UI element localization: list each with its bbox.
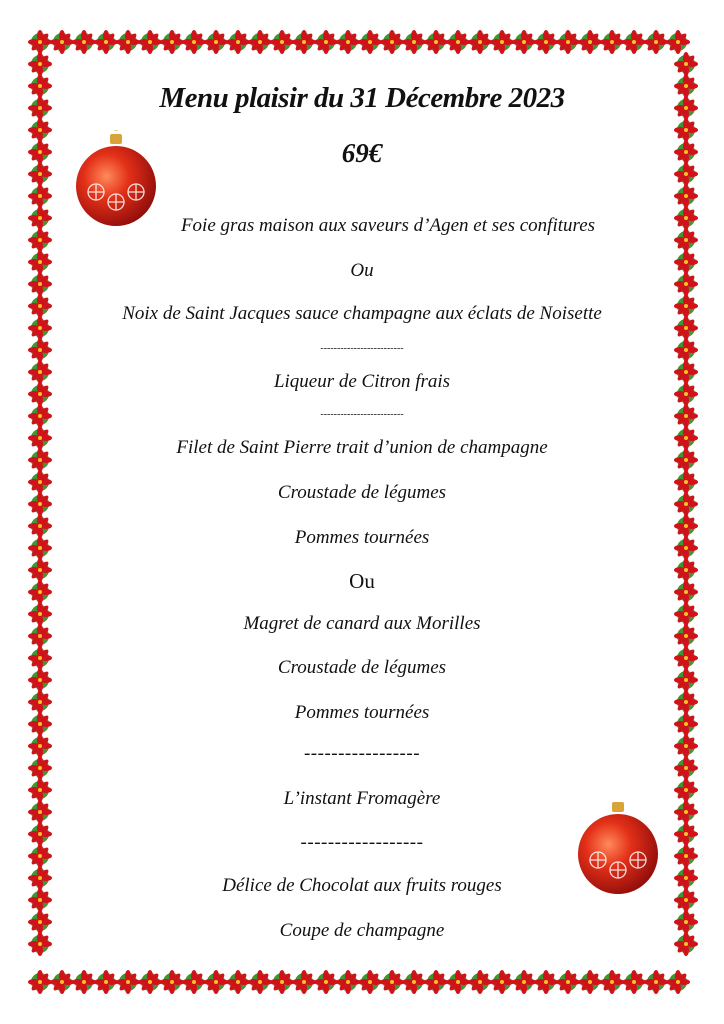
poinsettia-icon — [116, 970, 140, 994]
poinsettia-icon — [380, 30, 404, 54]
poinsettia-icon — [226, 30, 250, 54]
dish-liqueur: Liqueur de Citron frais — [273, 371, 451, 392]
poinsettia-icon — [28, 184, 52, 208]
poinsettia-icon — [50, 30, 74, 54]
poinsettia-icon — [402, 30, 426, 54]
poinsettia-icon — [182, 970, 206, 994]
poinsettia-icon — [248, 30, 272, 54]
separator-ou: Ou — [349, 569, 375, 593]
poinsettia-icon — [644, 30, 668, 54]
dish-pommes-tournees: Pommes tournées — [294, 702, 430, 723]
dish-delice-chocolat: Délice de Chocolat aux fruits rouges — [222, 875, 502, 896]
dish-croustade: Croustade de légumes — [277, 657, 447, 678]
poinsettia-icon — [226, 970, 250, 994]
poinsettia-icon — [314, 30, 338, 54]
dish-croustade: Croustade de légumes — [277, 482, 447, 503]
poinsettia-icon — [270, 30, 294, 54]
poinsettia-icon — [50, 970, 74, 994]
poinsettia-icon — [556, 30, 580, 54]
poinsettia-icon — [336, 30, 360, 54]
poinsettia-icon — [72, 970, 96, 994]
poinsettia-icon — [28, 970, 52, 994]
poinsettia-icon — [622, 970, 646, 994]
poinsettia-icon — [28, 30, 52, 54]
dish-fromagere: L’instant Fromagère — [283, 788, 441, 809]
poinsettia-icon — [358, 30, 382, 54]
poinsettia-icon — [72, 30, 96, 54]
dish-foie-gras: Foie gras maison aux saveurs d’Agen et ses confitures — [180, 215, 596, 236]
poinsettia-icon — [116, 30, 140, 54]
poinsettia-icon — [270, 970, 294, 994]
poinsettia-icon — [578, 30, 602, 54]
separator-ou: Ou — [350, 260, 374, 281]
poinsettia-icon — [94, 30, 118, 54]
menu-price: 69€ — [341, 138, 383, 168]
dish-coupe-champagne: Coupe de champagne — [279, 920, 445, 941]
poinsettia-icon — [674, 52, 698, 76]
poinsettia-icon — [424, 970, 448, 994]
poinsettia-icon — [600, 970, 624, 994]
poinsettia-icon — [446, 970, 470, 994]
poinsettia-icon — [248, 970, 272, 994]
poinsettia-icon — [292, 30, 316, 54]
poinsettia-icon — [94, 970, 118, 994]
poinsettia-icon — [380, 970, 404, 994]
poinsettia-icon — [204, 970, 228, 994]
poinsettia-icon — [468, 30, 492, 54]
poinsettia-icon — [160, 30, 184, 54]
poinsettia-icon — [490, 970, 514, 994]
dish-noix-saint-jacques: Noix de Saint Jacques sauce champagne aux éclats de Noisette — [122, 303, 602, 324]
poinsettia-icon — [534, 970, 558, 994]
poinsettia-icon — [534, 30, 558, 54]
poinsettia-icon — [336, 970, 360, 994]
divider: ----------------- — [303, 743, 421, 764]
poinsettia-icon — [578, 970, 602, 994]
poinsettia-icon — [138, 970, 162, 994]
dish-filet-saint-pierre: Filet de Saint Pierre trait d’union de champagne — [176, 437, 548, 458]
poinsettia-icon — [490, 30, 514, 54]
poinsettia-icon — [402, 970, 426, 994]
poinsettia-icon — [644, 970, 668, 994]
divider: ------------------------- — [320, 343, 404, 354]
poinsettia-icon — [424, 30, 448, 54]
poinsettia-icon — [314, 970, 338, 994]
poinsettia-icon — [468, 970, 492, 994]
poinsettia-icon — [666, 30, 690, 54]
poinsettia-icon — [600, 30, 624, 54]
poinsettia-icon — [446, 30, 470, 54]
poinsettia-icon — [556, 970, 580, 994]
poinsettia-icon — [512, 30, 536, 54]
divider: ------------------ — [300, 832, 424, 853]
poinsettia-icon — [512, 970, 536, 994]
poinsettia-icon — [674, 184, 698, 208]
poinsettia-icon — [160, 970, 184, 994]
poinsettia-icon — [28, 52, 52, 76]
poinsettia-icon — [622, 30, 646, 54]
divider: ------------------------- — [320, 409, 404, 420]
menu-title: Menu plaisir du 31 Décembre 2023 — [159, 82, 565, 114]
poinsettia-icon — [138, 30, 162, 54]
poinsettia-icon — [182, 30, 206, 54]
poinsettia-icon — [292, 970, 316, 994]
poinsettia-icon — [666, 970, 690, 994]
dish-pommes-tournees: Pommes tournées — [294, 527, 430, 548]
poinsettia-icon — [358, 970, 382, 994]
dish-magret: Magret de canard aux Morilles — [243, 613, 481, 634]
poinsettia-icon — [204, 30, 228, 54]
